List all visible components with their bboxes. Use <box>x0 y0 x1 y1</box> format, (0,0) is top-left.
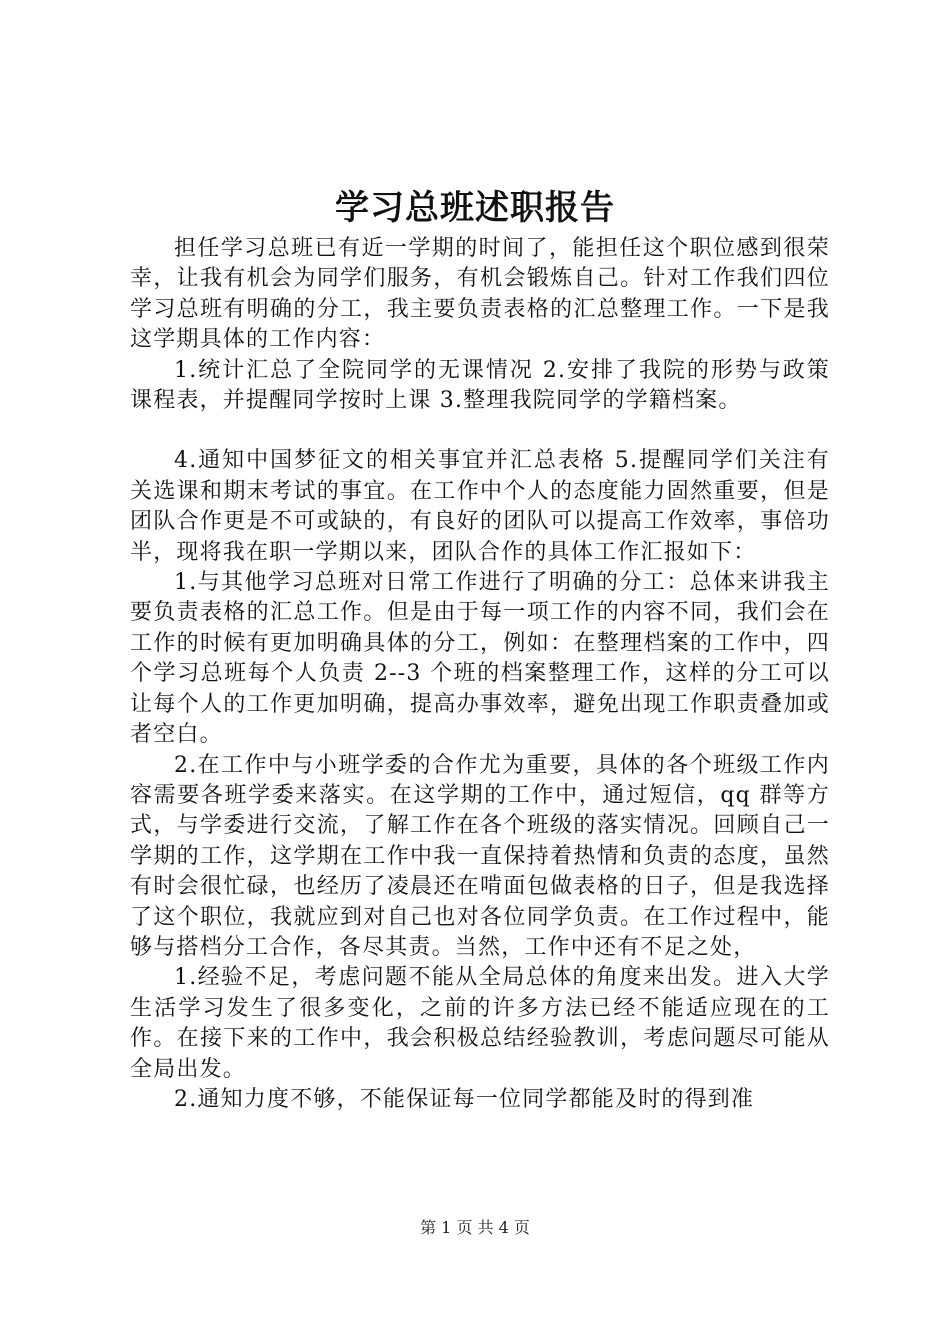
paragraph-work-items-1: 1.统计汇总了全院同学的无课情况 2.安排了我院的形势与政策课程表，并提醒同学按时上课 3.整理我院同学的学籍档案。 <box>130 357 830 414</box>
paragraph-shortcoming-1: 1.经验不足，考虑问题不能从全局总体的角度来出发。进入大学生活学习发生了很多变化，之前的许多方法已经不能适应现在的工作。在接下来的工作中，我会积极总结经验教训，考虑问题尽可能从全局出发。 <box>130 965 830 1082</box>
document-body <box>130 234 830 1115</box>
document-title: 学习总班述职报告 <box>335 188 615 228</box>
paragraph-shortcoming-2: 2.通知力度不够，不能保证每一位同学都能及时的得到准 <box>174 1086 755 1112</box>
paragraph-teamwork-2: 2.在工作中与小班学委的合作尤为重要，具体的各个班级工作内容需要各班学委来落实。在这学期的工作中，通过短信，qq 群等方式，与学委进行交流，了解工作在各个班级的落实情况。回顾自己一学期的工作，这学期在工作中我一直保持着热情和负责的态度，虽然有时会很忙碌，也经历了凌晨还在啃面包做表格的日子，但是我选择了这个职位，我就应到对自己也对各位同学负责。在工作过程中，能够与搭档分工合作，各尽其责。当然，工作中还有不足之处， <box>130 752 830 960</box>
page-number-footer: 第 1 页 共 4 页 <box>420 1218 530 1237</box>
paragraph-intro: 担任学习总班已有近一学期的时间了，能担任这个职位感到很荣幸，让我有机会为同学们服务，有机会锻炼自己。针对工作我们四位学习总班有明确的分工，我主要负责表格的汇总整理工作。一下是我这学期具体的工作内容： <box>130 236 830 353</box>
paragraph-work-items-2: 4.通知中国梦征文的相关事宜并汇总表格 5.提醒同学们关注有关选课和期末考试的事宜。在工作中个人的态度能力固然重要，但是团队合作更是不可或缺的，有良好的团队可以提高工作效率，事倍功半，现将我在职一学期以来，团队合作的具体工作汇报如下： <box>130 448 830 565</box>
paragraph-teamwork-1: 1.与其他学习总班对日常工作进行了明确的分工：总体来讲我主要负责表格的汇总工作。但是由于每一项工作的内容不同，我们会在工作的时候有更加明确具体的分工，例如：在整理档案的工作中，四个学习总班每个人负责 2--3 个班的档案整理工作，这样的分工可以让每个人的工作更加明确，提高办事效率，避免出现工作职责叠加或者空白。 <box>130 570 830 748</box>
